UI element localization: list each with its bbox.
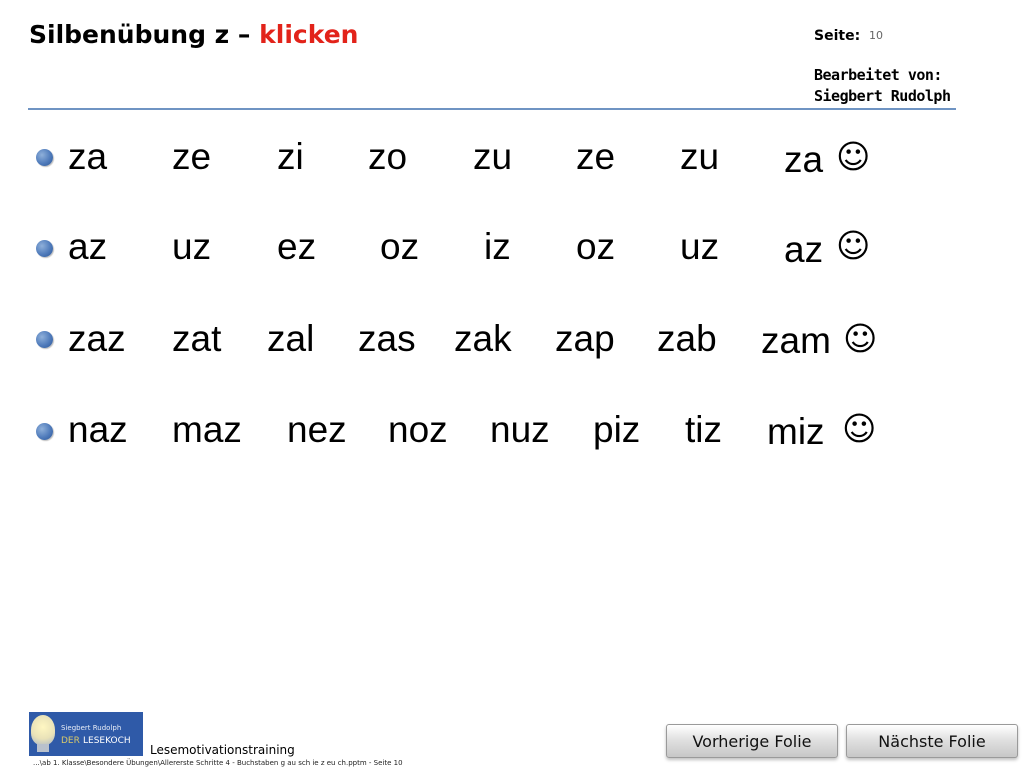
bullet-icon — [36, 331, 53, 348]
syllable[interactable]: nuz — [490, 409, 550, 450]
previous-slide-button[interactable]: Vorherige Folie — [666, 724, 838, 758]
file-path: ...\ab 1. Klasse\Besondere Übungen\Allererste Schritte 4 - Buchstaben g au sch ie z eu ch.pptm - Seite 10 — [33, 759, 403, 767]
syllable[interactable]: nez — [287, 409, 347, 450]
page-label: Seite: — [814, 28, 861, 44]
syllable[interactable]: zal — [267, 318, 315, 359]
syllable[interactable]: zu — [473, 136, 513, 177]
syllable[interactable]: naz — [68, 409, 128, 450]
syllable[interactable]: zab — [657, 318, 717, 359]
slide-title — [29, 20, 358, 49]
syllable[interactable]: zi — [277, 136, 304, 177]
syllable[interactable]: uz — [680, 226, 720, 267]
syllable[interactable]: ze — [576, 136, 616, 177]
syllable[interactable]: maz — [172, 409, 242, 450]
syllable[interactable]: zak — [454, 318, 512, 359]
next-slide-button[interactable]: Nächste Folie — [846, 724, 1018, 758]
smiley-face-icon: ☺ — [836, 137, 871, 176]
lesekoch-logo — [29, 712, 143, 756]
title-main: Silbenübung z – — [29, 20, 251, 49]
syllable[interactable]: az — [784, 229, 824, 270]
syllable[interactable]: zat — [172, 318, 222, 359]
syllable[interactable]: noz — [388, 409, 448, 450]
syllable[interactable]: zu — [680, 136, 720, 177]
syllable[interactable]: ze — [172, 136, 212, 177]
syllable[interactable]: tiz — [685, 409, 722, 450]
syllable[interactable]: za — [68, 136, 108, 177]
editor-name: Siegbert Rudolph — [814, 87, 951, 105]
logo-brand-name: LESEKOCH — [83, 736, 131, 746]
syllable[interactable]: zo — [368, 136, 408, 177]
bullet-icon — [36, 423, 53, 440]
smiley-face-icon: ☺ — [842, 409, 877, 448]
bullet-icon — [36, 149, 53, 166]
bullet-icon — [36, 240, 53, 257]
page-number: 10 — [869, 29, 883, 42]
editor-label: Bearbeitet von: — [814, 66, 942, 84]
syllable[interactable]: zas — [358, 318, 416, 359]
footer-label: Lesemotivationstraining — [150, 743, 295, 757]
syllable[interactable]: piz — [593, 409, 641, 450]
syllable[interactable]: zam — [761, 320, 831, 361]
syllable[interactable]: zaz — [68, 318, 126, 359]
syllable[interactable]: uz — [172, 226, 212, 267]
syllable[interactable]: za — [784, 139, 824, 180]
lightbulb-logo-icon — [31, 715, 55, 745]
logo-brand-prefix: DER — [61, 736, 80, 746]
title-accent: klicken — [259, 20, 359, 49]
syllable[interactable]: miz — [767, 411, 825, 452]
syllable[interactable]: oz — [380, 226, 420, 267]
syllable[interactable]: ez — [277, 226, 317, 267]
logo-author: Siegbert Rudolph — [61, 724, 122, 732]
header-divider — [28, 108, 956, 110]
syllable[interactable]: oz — [576, 226, 616, 267]
syllable[interactable]: az — [68, 226, 108, 267]
smiley-face-icon: ☺ — [836, 226, 871, 265]
lightbulb-base-shape — [37, 744, 49, 752]
syllable[interactable]: zap — [555, 318, 615, 359]
smiley-face-icon: ☺ — [843, 319, 878, 358]
syllable[interactable]: iz — [484, 226, 511, 267]
